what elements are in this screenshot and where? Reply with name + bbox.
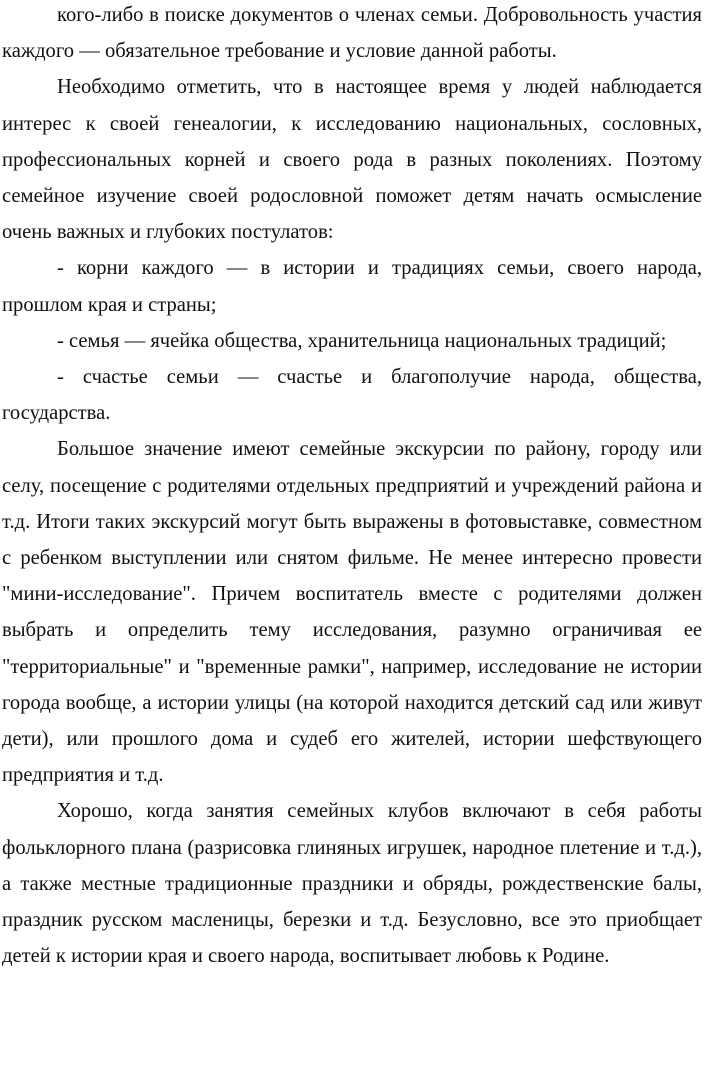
document-text — [2, 0, 702, 974]
paragraph-volunteering: кого-либо в поиске документов о членах семьи. Добровольность участия каждого — обязательное требование и условие данной работы. — [2, 4, 702, 63]
paragraph-family-excursions: Большое значение имеют семейные экскурсии по району, городу или селу, посещение с родителями отдельных предприятий и учреждений района и т.д. Итоги таких экскурсий могут быть выражены в фотовыставке, совместном с ребенком выступлении или снятом фильме. Не менее интересно провести "мини-исследование". Причем воспитатель вместе с родителями должен выбрать и определить тему исследования, разумно ограничивая ее "территориальные" и "временные рамки", например, исследование не истории города вообще, а истории улицы (на которой находится детский сад или живут дети), или прошлого дома и судеб его жителей, истории шефствующего предприятия и т.д. — [2, 438, 702, 787]
paragraph-genealogy-interest: Необходимо отметить, что в настоящее время у людей наблюдается интерес к своей генеалогии, к исследованию национальных, сословных, профессиональных корней и своего рода в разных поколениях. Поэтому семейное изучение своей родословной поможет детям начать осмысление очень важных и глубоких постулатов: — [2, 76, 702, 244]
list-item-family-happiness: - счастье семьи — счастье и благополучие народа, общества, государства. — [2, 366, 702, 425]
list-item-family-cell: - семья — ячейка общества, хранительница национальных традиций; — [57, 329, 667, 352]
list-item-roots: - корни каждого — в истории и традициях семьи, своего народа, прошлом края и страны; — [2, 257, 702, 316]
paragraph-family-clubs: Хорошо, когда занятия семейных клубов включают в себя работы фольклорного плана (разрисовка глиняных игрушек, народное плетение и т.д.), а также местные традиционные праздники и обряды, рождественские балы, праздник русском масленицы, березки и т.д. Безусловно, все это приобщает детей к истории края и своего народа, воспитывает любовь к Родине. — [2, 800, 702, 968]
